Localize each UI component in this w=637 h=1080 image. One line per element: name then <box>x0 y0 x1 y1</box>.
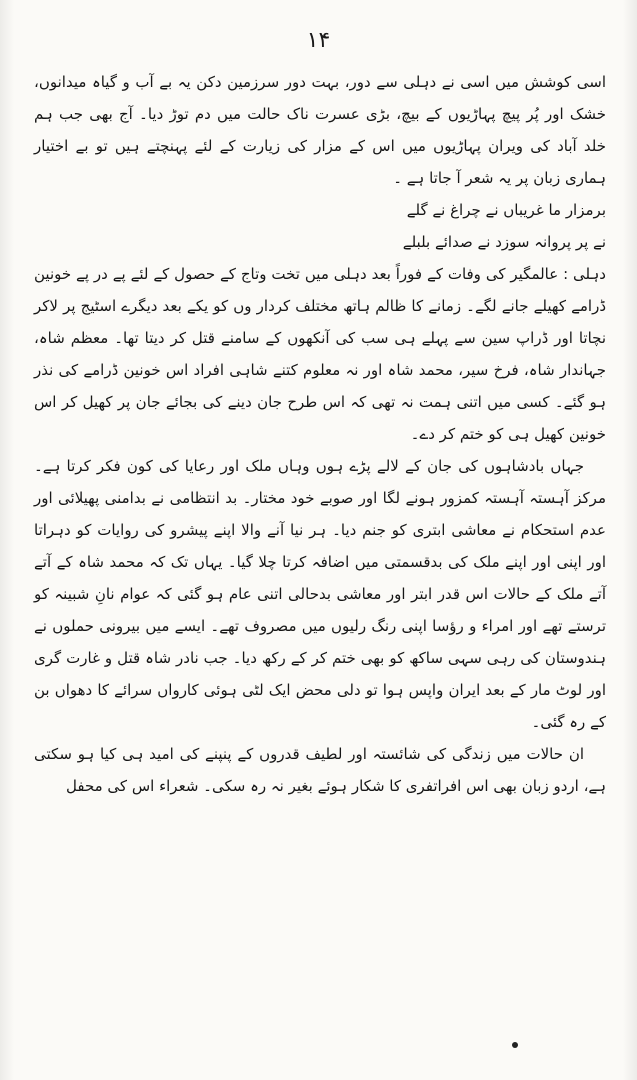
ink-dot <box>512 1042 518 1048</box>
verse-line-2: نے پر پروانہ سوزد نے صدائے بلبلے <box>402 233 606 251</box>
paragraph-1: اسی کوشش میں اسی نے دہلی سے دور، بہت دور سرزمین دکن یہ بے آب و گیاہ میدانوں، خشک اور پُر پیچ پہاڑیوں کے بیچ، بڑی عسرت ناک حالت میں دم توڑ دیا۔ آج بھی جب ہم خلد آباد کی ویران پہاڑیوں میں اس کے مزار کی زیارت کے لئے پہنچتے ہیں تو بے اختیار ہماری زبان پر یہ شعر آ جاتا ہے ۔ <box>34 73 606 187</box>
page-body <box>34 66 606 802</box>
verse-couplet <box>34 194 606 258</box>
verse-line-1: برمزار ما غریباں نے چراغ نے گلے <box>406 201 606 219</box>
paragraph-3: جہاں بادشاہوں کی جان کے لالے پڑے ہوں وہاں ملک اور رعایا کی کون فکر کرتا ہے۔ مرکز آہستہ آہستہ کمزور ہونے لگا اور صوبے خود مختار۔ بد انتظامی نے بدامنی پھیلائی اور عدم استحکام نے معاشی ابتری کو جنم دیا۔ ہر نیا آنے والا اپنے پیشرو کی روایات کو دہراتا اور اپنی اور اپنے ملک کی بدقسمتی میں اضافہ کرتا چلا گیا۔ یہاں تک کہ محمد شاہ کے آتے آتے ملک کے حالات اس قدر ابتر اور معاشی بدحالی اتنی عام ہو گئی کہ عوام نانِ شبینہ کو ترستے تھے اور امراء و رؤسا اپنی رنگ رلیوں میں مصروف تھے۔ ایسے میں بیرونی حملوں نے ہندوستان کی رہی سہی ساکھ کو بھی ختم کر کے رکھ دیا۔ جب نادر شاہ قتل و غارت گری اور لوٹ مار کے بعد ایران واپس ہوا تو دلی محض ایک لٹی ہوئی کارواں سرائے کا دھواں بن کے رہ گئی۔ <box>34 457 606 731</box>
paragraph-2: دہلی : عالمگیر کی وفات کے فوراً بعد دہلی میں تخت وتاج کے حصول کے لئے پے در پے خونین ڈرامے کھیلے جانے لگے۔ زمانے کا ظالم ہاتھ مختلف کردار وں کو یکے بعد دیگرے اسٹیج پر لاکر نچاتا اور ڈراپ سین سے پہلے ہی سب کی آنکھوں کے سامنے قتل کر دیتا تھا۔ معظم شاہ، جہاندار شاہ، فرخ سیر، محمد شاہ اور نہ معلوم کتنے شاہی افراد اس خونین ڈرامے کی نذر ہو گئے۔ کسی میں اتنی ہمت نہ تھی کہ اس طرح جان دینے کی بجائے جان پر کھیل کر اس خونین کھیل ہی کو ختم کر دے۔ <box>34 265 606 443</box>
paragraph-4: ان حالات میں زندگی کی شائستہ اور لطیف قدروں کے پنپنے کی امید ہی کیا ہو سکتی ہے، اردو زبان بھی اس افراتفری کا شکار ہوئے بغیر نہ رہ سکی۔ شعراء اس کی محفل <box>34 745 606 795</box>
page-number: ۱۴ <box>306 28 331 53</box>
